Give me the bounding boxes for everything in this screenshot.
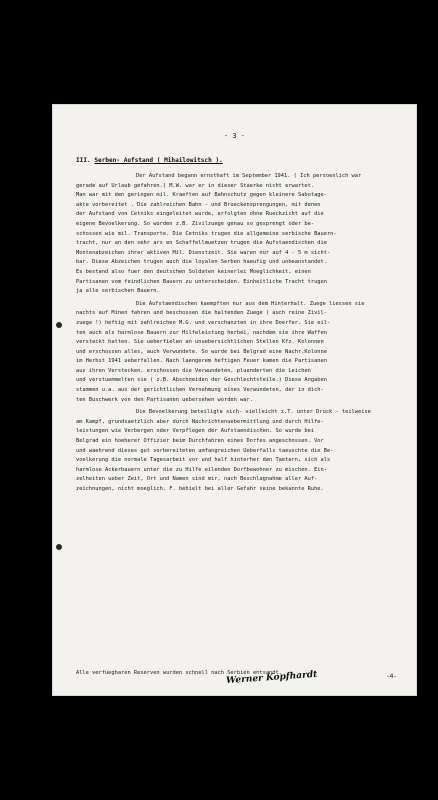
text-line: Die Bevoelkerung beteiligte sich- vielleicht z.T. unter Druck - teilweise [136, 409, 371, 416]
text-line: stammen u.a. aus der gerichtlichen Vernehmung eines Verwundeten, der in dich- [76, 387, 324, 394]
text-line: Montenabzeichen ihrer aktiven Mil. Dienstzeit. Sie waren nur auf 4 - 5 m sicht- [76, 249, 331, 256]
text-line: eigene Bevoelkerung. So wurden z.B. Zivilzuege genau so gesprengt oder be- [76, 220, 315, 227]
text-line: und waehrend dieses gut vorbereiteten umfangreichen Ueberfalls taeuschte die Be- [76, 447, 334, 454]
text-line: ja alle serbischen Bauern. [76, 288, 160, 295]
text-line: zelheiten ueber Zeit, Ort und Namen sind mir, nach Beschlagnahme aller Auf- [76, 476, 318, 483]
text-line: Es bestand also fuer den deutschen Soldaten keinerlei Moeglichkeit, einen [76, 268, 311, 275]
text-line: harmlose Ackerbauern unter die zu Hilfe eilenden Dorfbewohner zu mischen. Ein- [76, 466, 327, 473]
text-line: und verstuemmelten sie ( z.B. Abschneiden der Geschlechtsteile.) Diese Angaben [76, 377, 327, 384]
text-line: im Herbst 1941 ueberfallen. Nach laengerem heftigen Feuer kamen die Partisanen [76, 358, 327, 365]
document-page [52, 104, 417, 696]
text-line: Man war mit den geringen mil. Kraeften auf Bahnschutz gegen kleinere Sabotage- [76, 192, 327, 199]
text-line: leistungen wie Verbergen oder Verpflegen der Aufstaendischen. So wurde bei [76, 428, 315, 435]
text-line: voelkerung die normale Tagesarbeit vor und half hinterher den Taetern, sich als [76, 457, 331, 464]
text-line: nachts auf Minen fahren und beschossen die haltenden Zuege ( auch reine Zivil- [76, 310, 327, 317]
section-heading [76, 157, 223, 164]
continuation-marker: -4- [386, 673, 397, 680]
text-line: zuege !) heftig mit zahlreichen M.G. und verschanzten in ihre Doerfer. Sie eil- [76, 319, 331, 326]
text-line: aus ihren Verstecken, erschossen die Verwundeten, pluenderten die Leichen [76, 367, 311, 374]
text-line: bar. Diese Abzeichen trugen auch die loyalen Serben haeufig und unbeanstandet. [76, 259, 327, 266]
page-number: - 3 - [223, 132, 246, 140]
text-line: und erschossen alles, auch Verwundete. So wurde bei Belgrad eine Nachr.Kolonne [76, 348, 327, 355]
handwritten-signature: Werner Kopfhardt [225, 669, 318, 687]
text-line: ten Buschwerk von den Partisanen uebersehen worden war. [76, 396, 253, 403]
section-title: Serben- Aufstand ( Mihailowitsch ). [94, 157, 223, 164]
text-line: gerade auf Urlaub gefahren.) M.W. war er in dieser Staerke nicht erwartet. [76, 182, 315, 189]
text-line: Partisanen vom feindlichen Bauern zu unterscheiden. Einheitliche Tracht trugen [76, 278, 327, 285]
page-footer [52, 670, 417, 688]
text-line: Der Aufstand begann ernsthaft im September 1941. ( Ich persoenlich war [136, 173, 362, 179]
text-line: schossen wie mil. Transporte. Die Cetniks trugen die allgemeine serbische Bauern- [76, 230, 337, 237]
text-line: akte vorbereitet . Die zahlreichen Bahn - und Brueckensprengungen, mit denen [76, 201, 321, 208]
text-line: am Kampf, grundsaetzlich aber durch Nachrichtenuebermittlung und durch Hilfe- [76, 418, 324, 425]
body-text [76, 172, 406, 495]
text-line: zeichnungen, nicht moeglich. F. behielt bei aller Gefahr seine bekannte Ruhe. [76, 486, 324, 492]
text-line: Die Aufstaendischen kaempften nur aus dem Hinterhalt. Zuege liessen sie [136, 300, 365, 307]
text-line: tracht, nur an den sehr ars en Schaffellmuetzen trugen die Aufstaendischen die [76, 240, 327, 247]
punch-hole-top [56, 322, 62, 328]
text-line: versteckt hatten. Sie ueberfielen an unuebersichtlichen Stellen Kfz. Kolonnen [76, 339, 324, 346]
section-number: III. [76, 157, 91, 164]
text-line: ten auch als harmlose Bauern zur Hilfeleistung herbei, nachdem sie ihre Waffen [76, 329, 327, 336]
text-line: der Aufstand von Cetniks eingeleitet wurde, erfolgten ohne Rueckzicht auf die [76, 211, 324, 218]
text-line: Alle verfuegbaren Reserven wurden schnell nach Serbien entsandt. [76, 670, 282, 676]
punch-hole-bottom [56, 544, 62, 550]
text-line: Belgrad ein hoeherer Offizier beim Durchfahren eines Dorfes angeschossen. Vor [76, 438, 324, 445]
